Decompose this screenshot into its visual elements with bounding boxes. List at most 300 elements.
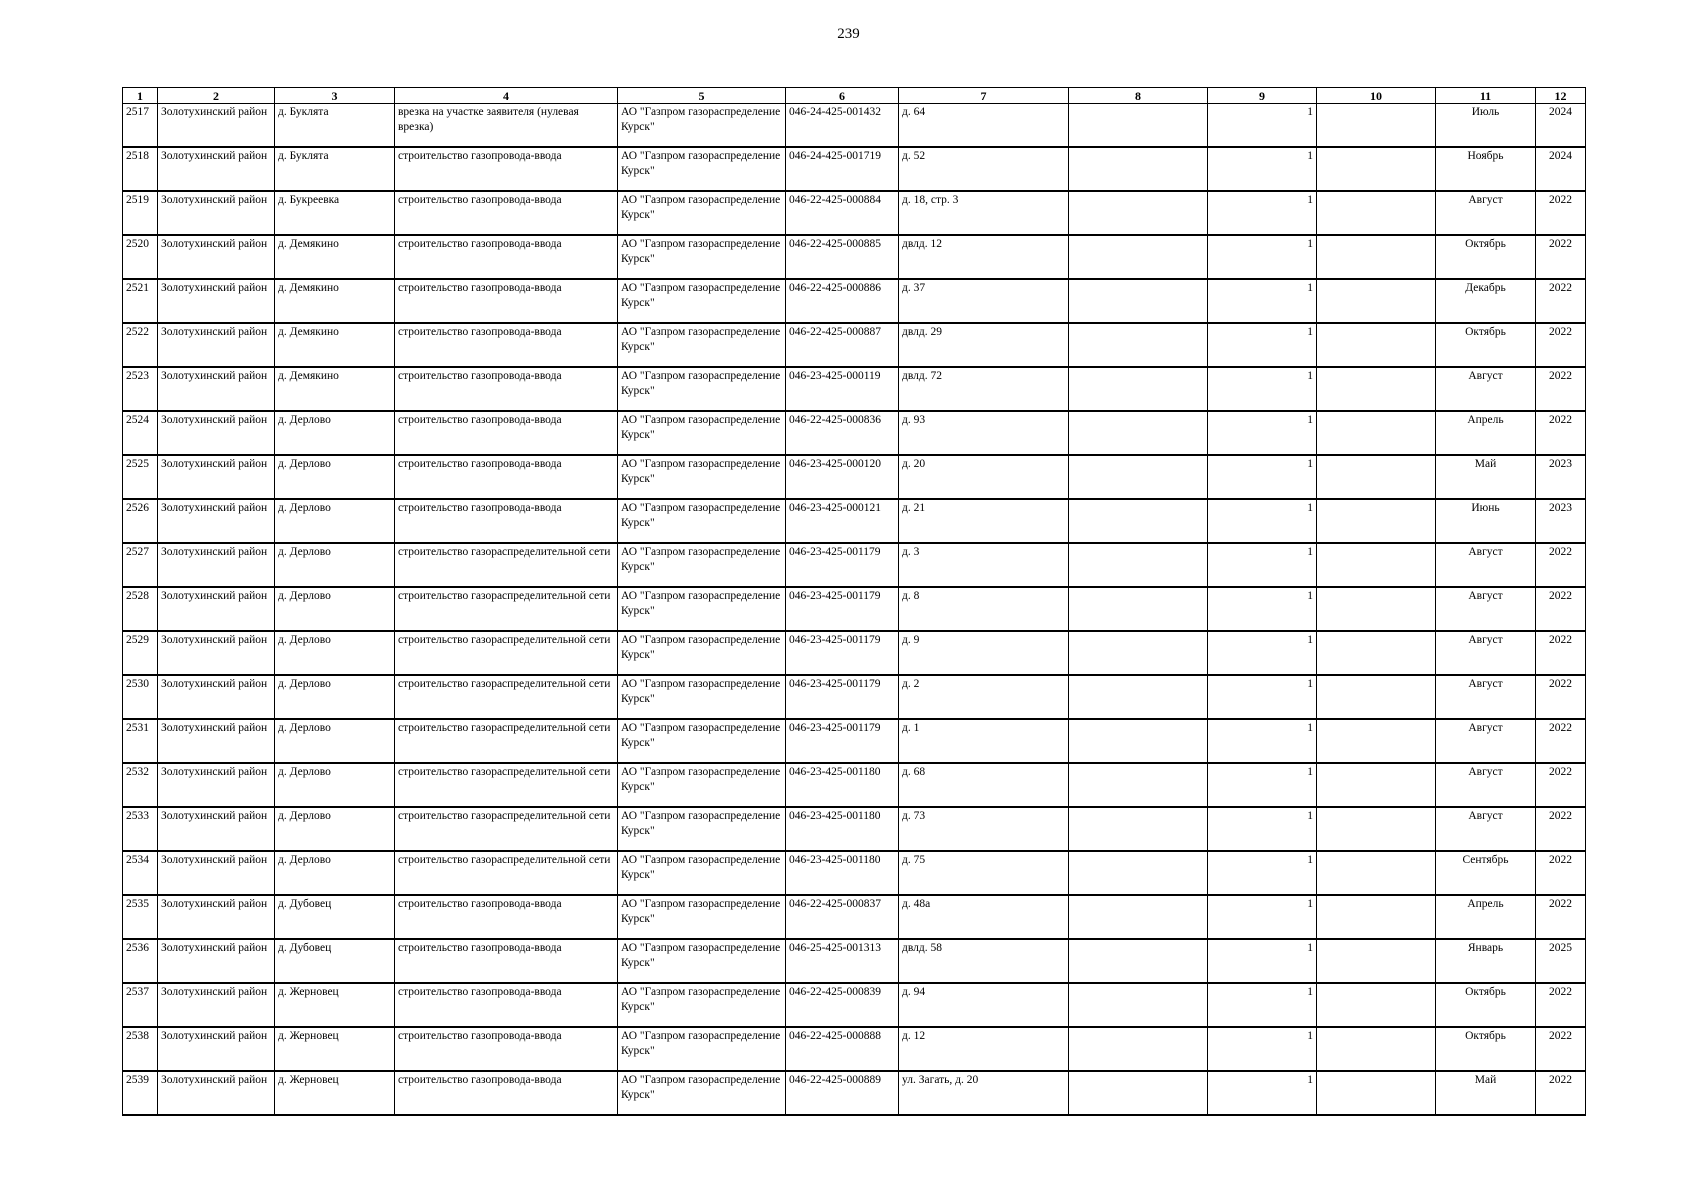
row-number-cell: 2537 bbox=[123, 983, 158, 1027]
row-number-cell: 2518 bbox=[123, 147, 158, 191]
column-10-cell bbox=[1317, 939, 1436, 983]
address-cell: двлд. 58 bbox=[899, 939, 1069, 983]
column-8-cell bbox=[1069, 895, 1208, 939]
column-8-cell bbox=[1069, 851, 1208, 895]
table-row bbox=[123, 323, 1586, 367]
row-number-cell: 2525 bbox=[123, 455, 158, 499]
month-cell: Ноябрь bbox=[1436, 147, 1536, 191]
column-10-cell bbox=[1317, 191, 1436, 235]
header-cell: 8 bbox=[1069, 88, 1208, 104]
settlement-cell: д. Дерлово bbox=[275, 411, 395, 455]
settlement-cell: д. Демякино bbox=[275, 279, 395, 323]
settlement-cell: д. Жерновец bbox=[275, 1071, 395, 1115]
year-cell: 2022 bbox=[1536, 543, 1586, 587]
header-cell: 12 bbox=[1536, 88, 1586, 104]
year-cell: 2023 bbox=[1536, 455, 1586, 499]
column-10-cell bbox=[1317, 367, 1436, 411]
table-row bbox=[123, 807, 1586, 851]
address-cell: д. 9 bbox=[899, 631, 1069, 675]
table-row bbox=[123, 983, 1586, 1027]
district-cell: Золотухинский район bbox=[158, 939, 275, 983]
header-cell: 10 bbox=[1317, 88, 1436, 104]
quantity-cell: 1 bbox=[1208, 104, 1317, 148]
work-type-cell: строительство газопровода-ввода bbox=[395, 191, 618, 235]
settlement-cell: д. Дерлово bbox=[275, 675, 395, 719]
column-10-cell bbox=[1317, 631, 1436, 675]
table-row bbox=[123, 675, 1586, 719]
row-number-cell: 2539 bbox=[123, 1071, 158, 1115]
address-cell: д. 68 bbox=[899, 763, 1069, 807]
year-cell: 2022 bbox=[1536, 235, 1586, 279]
year-cell: 2024 bbox=[1536, 147, 1586, 191]
column-8-cell bbox=[1069, 147, 1208, 191]
column-10-cell bbox=[1317, 851, 1436, 895]
month-cell: Август bbox=[1436, 807, 1536, 851]
quantity-cell: 1 bbox=[1208, 411, 1317, 455]
row-number-cell: 2529 bbox=[123, 631, 158, 675]
registry-code-cell: 046-22-425-000886 bbox=[786, 279, 899, 323]
column-10-cell bbox=[1317, 895, 1436, 939]
work-type-cell: строительство газораспределительной сети bbox=[395, 851, 618, 895]
month-cell: Август bbox=[1436, 191, 1536, 235]
column-10-cell bbox=[1317, 411, 1436, 455]
row-number-cell: 2521 bbox=[123, 279, 158, 323]
page-number: 239 bbox=[837, 26, 860, 42]
registry-code-cell: 046-23-425-001180 bbox=[786, 851, 899, 895]
district-cell: Золотухинский район bbox=[158, 191, 275, 235]
settlement-cell: д. Дерлово bbox=[275, 763, 395, 807]
settlement-cell: д. Дерлово bbox=[275, 719, 395, 763]
year-cell: 2022 bbox=[1536, 851, 1586, 895]
year-cell: 2025 bbox=[1536, 939, 1586, 983]
settlement-cell: д. Дерлово bbox=[275, 587, 395, 631]
table-row bbox=[123, 851, 1586, 895]
work-type-cell: строительство газораспределительной сети bbox=[395, 719, 618, 763]
column-8-cell bbox=[1069, 543, 1208, 587]
registry-code-cell: 046-23-425-001179 bbox=[786, 675, 899, 719]
work-type-cell: строительство газопровода-ввода bbox=[395, 1027, 618, 1071]
table-row bbox=[123, 499, 1586, 543]
row-number-cell: 2535 bbox=[123, 895, 158, 939]
column-10-cell bbox=[1317, 719, 1436, 763]
quantity-cell: 1 bbox=[1208, 1071, 1317, 1115]
table-row bbox=[123, 631, 1586, 675]
address-cell: двлд. 72 bbox=[899, 367, 1069, 411]
year-cell: 2024 bbox=[1536, 104, 1586, 148]
organization-cell: АО "Газпром газораспределение Курск" bbox=[618, 1027, 786, 1071]
registry-code-cell: 046-22-425-000888 bbox=[786, 1027, 899, 1071]
year-cell: 2022 bbox=[1536, 367, 1586, 411]
address-cell: д. 93 bbox=[899, 411, 1069, 455]
organization-cell: АО "Газпром газораспределение Курск" bbox=[618, 631, 786, 675]
month-cell: Декабрь bbox=[1436, 279, 1536, 323]
settlement-cell: д. Дубовец bbox=[275, 895, 395, 939]
table-row bbox=[123, 411, 1586, 455]
table-row bbox=[123, 455, 1586, 499]
column-10-cell bbox=[1317, 587, 1436, 631]
year-cell: 2022 bbox=[1536, 1071, 1586, 1115]
organization-cell: АО "Газпром газораспределение Курск" bbox=[618, 323, 786, 367]
table-row bbox=[123, 1071, 1586, 1115]
settlement-cell: д. Жерновец bbox=[275, 1027, 395, 1071]
row-number-cell: 2536 bbox=[123, 939, 158, 983]
settlement-cell: д. Дубовец bbox=[275, 939, 395, 983]
registry-code-cell: 046-23-425-000119 bbox=[786, 367, 899, 411]
year-cell: 2022 bbox=[1536, 587, 1586, 631]
address-cell: д. 18, стр. 3 bbox=[899, 191, 1069, 235]
month-cell: Август bbox=[1436, 675, 1536, 719]
district-cell: Золотухинский район bbox=[158, 279, 275, 323]
address-cell: д. 52 bbox=[899, 147, 1069, 191]
district-cell: Золотухинский район bbox=[158, 367, 275, 411]
month-cell: Октябрь bbox=[1436, 323, 1536, 367]
column-10-cell bbox=[1317, 279, 1436, 323]
column-8-cell bbox=[1069, 104, 1208, 148]
district-cell: Золотухинский район bbox=[158, 675, 275, 719]
registry-code-cell: 046-24-425-001432 bbox=[786, 104, 899, 148]
table-row bbox=[123, 895, 1586, 939]
month-cell: Май bbox=[1436, 455, 1536, 499]
registry-code-cell: 046-23-425-000120 bbox=[786, 455, 899, 499]
registry-code-cell: 046-22-425-000887 bbox=[786, 323, 899, 367]
column-10-cell bbox=[1317, 543, 1436, 587]
column-8-cell bbox=[1069, 631, 1208, 675]
month-cell: Апрель bbox=[1436, 411, 1536, 455]
column-10-cell bbox=[1317, 104, 1436, 148]
column-10-cell bbox=[1317, 983, 1436, 1027]
work-type-cell: строительство газопровода-ввода bbox=[395, 939, 618, 983]
registry-code-cell: 046-22-425-000885 bbox=[786, 235, 899, 279]
work-type-cell: строительство газопровода-ввода bbox=[395, 323, 618, 367]
quantity-cell: 1 bbox=[1208, 279, 1317, 323]
address-cell: двлд. 29 bbox=[899, 323, 1069, 367]
header-cell: 5 bbox=[618, 88, 786, 104]
organization-cell: АО "Газпром газораспределение Курск" bbox=[618, 147, 786, 191]
month-cell: Октябрь bbox=[1436, 1027, 1536, 1071]
work-type-cell: строительство газопровода-ввода bbox=[395, 279, 618, 323]
column-10-cell bbox=[1317, 455, 1436, 499]
column-10-cell bbox=[1317, 763, 1436, 807]
column-8-cell bbox=[1069, 235, 1208, 279]
year-cell: 2022 bbox=[1536, 279, 1586, 323]
organization-cell: АО "Газпром газораспределение Курск" bbox=[618, 411, 786, 455]
row-number-cell: 2524 bbox=[123, 411, 158, 455]
row-number-cell: 2528 bbox=[123, 587, 158, 631]
quantity-cell: 1 bbox=[1208, 675, 1317, 719]
row-number-cell: 2534 bbox=[123, 851, 158, 895]
table-row bbox=[123, 543, 1586, 587]
table-row bbox=[123, 719, 1586, 763]
quantity-cell: 1 bbox=[1208, 323, 1317, 367]
column-8-cell bbox=[1069, 763, 1208, 807]
table-body bbox=[123, 104, 1586, 1116]
header-cell: 9 bbox=[1208, 88, 1317, 104]
year-cell: 2022 bbox=[1536, 983, 1586, 1027]
quantity-cell: 1 bbox=[1208, 631, 1317, 675]
district-cell: Золотухинский район bbox=[158, 807, 275, 851]
settlement-cell: д. Демякино bbox=[275, 367, 395, 411]
district-cell: Золотухинский район bbox=[158, 147, 275, 191]
row-number-cell: 2526 bbox=[123, 499, 158, 543]
quantity-cell: 1 bbox=[1208, 719, 1317, 763]
work-type-cell: врезка на участке заявителя (нулевая врезка) bbox=[395, 104, 618, 148]
quantity-cell: 1 bbox=[1208, 895, 1317, 939]
district-cell: Золотухинский район bbox=[158, 323, 275, 367]
organization-cell: АО "Газпром газораспределение Курск" bbox=[618, 851, 786, 895]
quantity-cell: 1 bbox=[1208, 191, 1317, 235]
column-10-cell bbox=[1317, 235, 1436, 279]
month-cell: Май bbox=[1436, 1071, 1536, 1115]
registry-code-cell: 046-24-425-001719 bbox=[786, 147, 899, 191]
table-row bbox=[123, 279, 1586, 323]
column-8-cell bbox=[1069, 455, 1208, 499]
row-number-cell: 2531 bbox=[123, 719, 158, 763]
work-type-cell: строительство газопровода-ввода bbox=[395, 147, 618, 191]
quantity-cell: 1 bbox=[1208, 763, 1317, 807]
organization-cell: АО "Газпром газораспределение Курск" bbox=[618, 983, 786, 1027]
quantity-cell: 1 bbox=[1208, 851, 1317, 895]
row-number-cell: 2519 bbox=[123, 191, 158, 235]
quantity-cell: 1 bbox=[1208, 455, 1317, 499]
header-cell: 11 bbox=[1436, 88, 1536, 104]
quantity-cell: 1 bbox=[1208, 587, 1317, 631]
quantity-cell: 1 bbox=[1208, 1027, 1317, 1071]
year-cell: 2022 bbox=[1536, 411, 1586, 455]
quantity-cell: 1 bbox=[1208, 147, 1317, 191]
work-type-cell: строительство газопровода-ввода bbox=[395, 1071, 618, 1115]
quantity-cell: 1 bbox=[1208, 983, 1317, 1027]
organization-cell: АО "Газпром газораспределение Курск" bbox=[618, 1071, 786, 1115]
registry-code-cell: 046-23-425-001180 bbox=[786, 763, 899, 807]
table-row bbox=[123, 939, 1586, 983]
settlement-cell: д. Жерновец bbox=[275, 983, 395, 1027]
work-type-cell: строительство газораспределительной сети bbox=[395, 631, 618, 675]
work-type-cell: строительство газопровода-ввода bbox=[395, 235, 618, 279]
organization-cell: АО "Газпром газораспределение Курск" bbox=[618, 367, 786, 411]
column-8-cell bbox=[1069, 675, 1208, 719]
address-cell: ул. Загать, д. 20 bbox=[899, 1071, 1069, 1115]
column-8-cell bbox=[1069, 499, 1208, 543]
settlement-cell: д. Букреевка bbox=[275, 191, 395, 235]
row-number-cell: 2532 bbox=[123, 763, 158, 807]
column-10-cell bbox=[1317, 1071, 1436, 1115]
year-cell: 2022 bbox=[1536, 807, 1586, 851]
column-10-cell bbox=[1317, 499, 1436, 543]
year-cell: 2022 bbox=[1536, 191, 1586, 235]
quantity-cell: 1 bbox=[1208, 543, 1317, 587]
column-8-cell bbox=[1069, 323, 1208, 367]
organization-cell: АО "Газпром газораспределение Курск" bbox=[618, 235, 786, 279]
district-cell: Золотухинский район bbox=[158, 455, 275, 499]
column-8-cell bbox=[1069, 939, 1208, 983]
quantity-cell: 1 bbox=[1208, 939, 1317, 983]
registry-code-cell: 046-25-425-001313 bbox=[786, 939, 899, 983]
table-row bbox=[123, 587, 1586, 631]
month-cell: Апрель bbox=[1436, 895, 1536, 939]
organization-cell: АО "Газпром газораспределение Курск" bbox=[618, 279, 786, 323]
work-type-cell: строительство газораспределительной сети bbox=[395, 763, 618, 807]
district-cell: Золотухинский район bbox=[158, 1071, 275, 1115]
registry-code-cell: 046-23-425-001179 bbox=[786, 631, 899, 675]
month-cell: Январь bbox=[1436, 939, 1536, 983]
year-cell: 2022 bbox=[1536, 675, 1586, 719]
district-cell: Золотухинский район bbox=[158, 983, 275, 1027]
month-cell: Август bbox=[1436, 763, 1536, 807]
column-8-cell bbox=[1069, 807, 1208, 851]
header-cell: 6 bbox=[786, 88, 899, 104]
row-number-cell: 2533 bbox=[123, 807, 158, 851]
column-8-cell bbox=[1069, 1027, 1208, 1071]
work-type-cell: строительство газопровода-ввода bbox=[395, 499, 618, 543]
work-type-cell: строительство газораспределительной сети bbox=[395, 543, 618, 587]
registry-code-cell: 046-22-425-000836 bbox=[786, 411, 899, 455]
table-row bbox=[123, 1027, 1586, 1071]
registry-code-cell: 046-23-425-001179 bbox=[786, 719, 899, 763]
table-row bbox=[123, 763, 1586, 807]
column-10-cell bbox=[1317, 147, 1436, 191]
settlement-cell: д. Буклята bbox=[275, 147, 395, 191]
address-cell: д. 12 bbox=[899, 1027, 1069, 1071]
settlement-cell: д. Дерлово bbox=[275, 499, 395, 543]
registry-code-cell: 046-23-425-001180 bbox=[786, 807, 899, 851]
work-type-cell: строительство газопровода-ввода bbox=[395, 411, 618, 455]
district-cell: Золотухинский район bbox=[158, 411, 275, 455]
address-cell: д. 20 bbox=[899, 455, 1069, 499]
row-number-cell: 2527 bbox=[123, 543, 158, 587]
settlement-cell: д. Буклята bbox=[275, 104, 395, 148]
row-number-cell: 2517 bbox=[123, 104, 158, 148]
district-cell: Золотухинский район bbox=[158, 719, 275, 763]
organization-cell: АО "Газпром газораспределение Курск" bbox=[618, 455, 786, 499]
header-cell: 3 bbox=[275, 88, 395, 104]
table-row bbox=[123, 104, 1586, 148]
registry-code-cell: 046-22-425-000839 bbox=[786, 983, 899, 1027]
month-cell: Сентябрь bbox=[1436, 851, 1536, 895]
year-cell: 2022 bbox=[1536, 323, 1586, 367]
year-cell: 2022 bbox=[1536, 719, 1586, 763]
column-10-cell bbox=[1317, 323, 1436, 367]
work-type-cell: строительство газораспределительной сети bbox=[395, 675, 618, 719]
header-cell: 7 bbox=[899, 88, 1069, 104]
table-row bbox=[123, 191, 1586, 235]
quantity-cell: 1 bbox=[1208, 499, 1317, 543]
registry-code-cell: 046-23-425-000121 bbox=[786, 499, 899, 543]
column-10-cell bbox=[1317, 807, 1436, 851]
registry-code-cell: 046-22-425-000837 bbox=[786, 895, 899, 939]
table-row bbox=[123, 235, 1586, 279]
year-cell: 2022 bbox=[1536, 1027, 1586, 1071]
settlement-cell: д. Дерлово bbox=[275, 851, 395, 895]
address-cell: д. 64 bbox=[899, 104, 1069, 148]
address-cell: д. 8 bbox=[899, 587, 1069, 631]
address-cell: д. 73 bbox=[899, 807, 1069, 851]
organization-cell: АО "Газпром газораспределение Курск" bbox=[618, 587, 786, 631]
district-cell: Золотухинский район bbox=[158, 895, 275, 939]
organization-cell: АО "Газпром газораспределение Курск" bbox=[618, 807, 786, 851]
header-cell: 4 bbox=[395, 88, 618, 104]
column-8-cell bbox=[1069, 1071, 1208, 1115]
month-cell: Август bbox=[1436, 587, 1536, 631]
month-cell: Июнь bbox=[1436, 499, 1536, 543]
settlement-cell: д. Дерлово bbox=[275, 455, 395, 499]
year-cell: 2022 bbox=[1536, 763, 1586, 807]
district-cell: Золотухинский район bbox=[158, 104, 275, 148]
work-type-cell: строительство газопровода-ввода bbox=[395, 455, 618, 499]
district-cell: Золотухинский район bbox=[158, 763, 275, 807]
address-cell: д. 94 bbox=[899, 983, 1069, 1027]
district-cell: Золотухинский район bbox=[158, 631, 275, 675]
organization-cell: АО "Газпром газораспределение Курск" bbox=[618, 719, 786, 763]
district-cell: Золотухинский район bbox=[158, 587, 275, 631]
organization-cell: АО "Газпром газораспределение Курск" bbox=[618, 499, 786, 543]
month-cell: Август bbox=[1436, 367, 1536, 411]
organization-cell: АО "Газпром газораспределение Курск" bbox=[618, 191, 786, 235]
column-8-cell bbox=[1069, 587, 1208, 631]
settlement-cell: д. Демякино bbox=[275, 235, 395, 279]
address-cell: двлд. 12 bbox=[899, 235, 1069, 279]
organization-cell: АО "Газпром газораспределение Курск" bbox=[618, 763, 786, 807]
district-cell: Золотухинский район bbox=[158, 851, 275, 895]
column-8-cell bbox=[1069, 191, 1208, 235]
registry-code-cell: 046-23-425-001179 bbox=[786, 587, 899, 631]
row-number-cell: 2523 bbox=[123, 367, 158, 411]
column-10-cell bbox=[1317, 1027, 1436, 1071]
month-cell: Октябрь bbox=[1436, 235, 1536, 279]
organization-cell: АО "Газпром газораспределение Курск" bbox=[618, 895, 786, 939]
settlement-cell: д. Дерлово bbox=[275, 543, 395, 587]
organization-cell: АО "Газпром газораспределение Курск" bbox=[618, 675, 786, 719]
header-cell: 2 bbox=[158, 88, 275, 104]
row-number-cell: 2520 bbox=[123, 235, 158, 279]
month-cell: Август bbox=[1436, 719, 1536, 763]
address-cell: д. 2 bbox=[899, 675, 1069, 719]
address-cell: д. 48а bbox=[899, 895, 1069, 939]
month-cell: Июль bbox=[1436, 104, 1536, 148]
registry-code-cell: 046-22-425-000889 bbox=[786, 1071, 899, 1115]
year-cell: 2023 bbox=[1536, 499, 1586, 543]
column-8-cell bbox=[1069, 367, 1208, 411]
row-number-cell: 2522 bbox=[123, 323, 158, 367]
header-cell: 1 bbox=[123, 88, 158, 104]
organization-cell: АО "Газпром газораспределение Курск" bbox=[618, 939, 786, 983]
work-type-cell: строительство газораспределительной сети bbox=[395, 587, 618, 631]
column-8-cell bbox=[1069, 983, 1208, 1027]
address-cell: д. 75 bbox=[899, 851, 1069, 895]
year-cell: 2022 bbox=[1536, 895, 1586, 939]
work-type-cell: строительство газопровода-ввода bbox=[395, 895, 618, 939]
column-8-cell bbox=[1069, 279, 1208, 323]
quantity-cell: 1 bbox=[1208, 367, 1317, 411]
register-table bbox=[122, 87, 1586, 1116]
district-cell: Золотухинский район bbox=[158, 499, 275, 543]
district-cell: Золотухинский район bbox=[158, 543, 275, 587]
settlement-cell: д. Демякино bbox=[275, 323, 395, 367]
organization-cell: АО "Газпром газораспределение Курск" bbox=[618, 543, 786, 587]
month-cell: Август bbox=[1436, 631, 1536, 675]
table-row bbox=[123, 367, 1586, 411]
work-type-cell: строительство газораспределительной сети bbox=[395, 807, 618, 851]
month-cell: Октябрь bbox=[1436, 983, 1536, 1027]
settlement-cell: д. Дерлово bbox=[275, 807, 395, 851]
column-8-cell bbox=[1069, 719, 1208, 763]
header-row bbox=[123, 88, 1586, 104]
row-number-cell: 2530 bbox=[123, 675, 158, 719]
registry-code-cell: 046-23-425-001179 bbox=[786, 543, 899, 587]
work-type-cell: строительство газопровода-ввода bbox=[395, 367, 618, 411]
quantity-cell: 1 bbox=[1208, 235, 1317, 279]
work-type-cell: строительство газопровода-ввода bbox=[395, 983, 618, 1027]
address-cell: д. 1 bbox=[899, 719, 1069, 763]
